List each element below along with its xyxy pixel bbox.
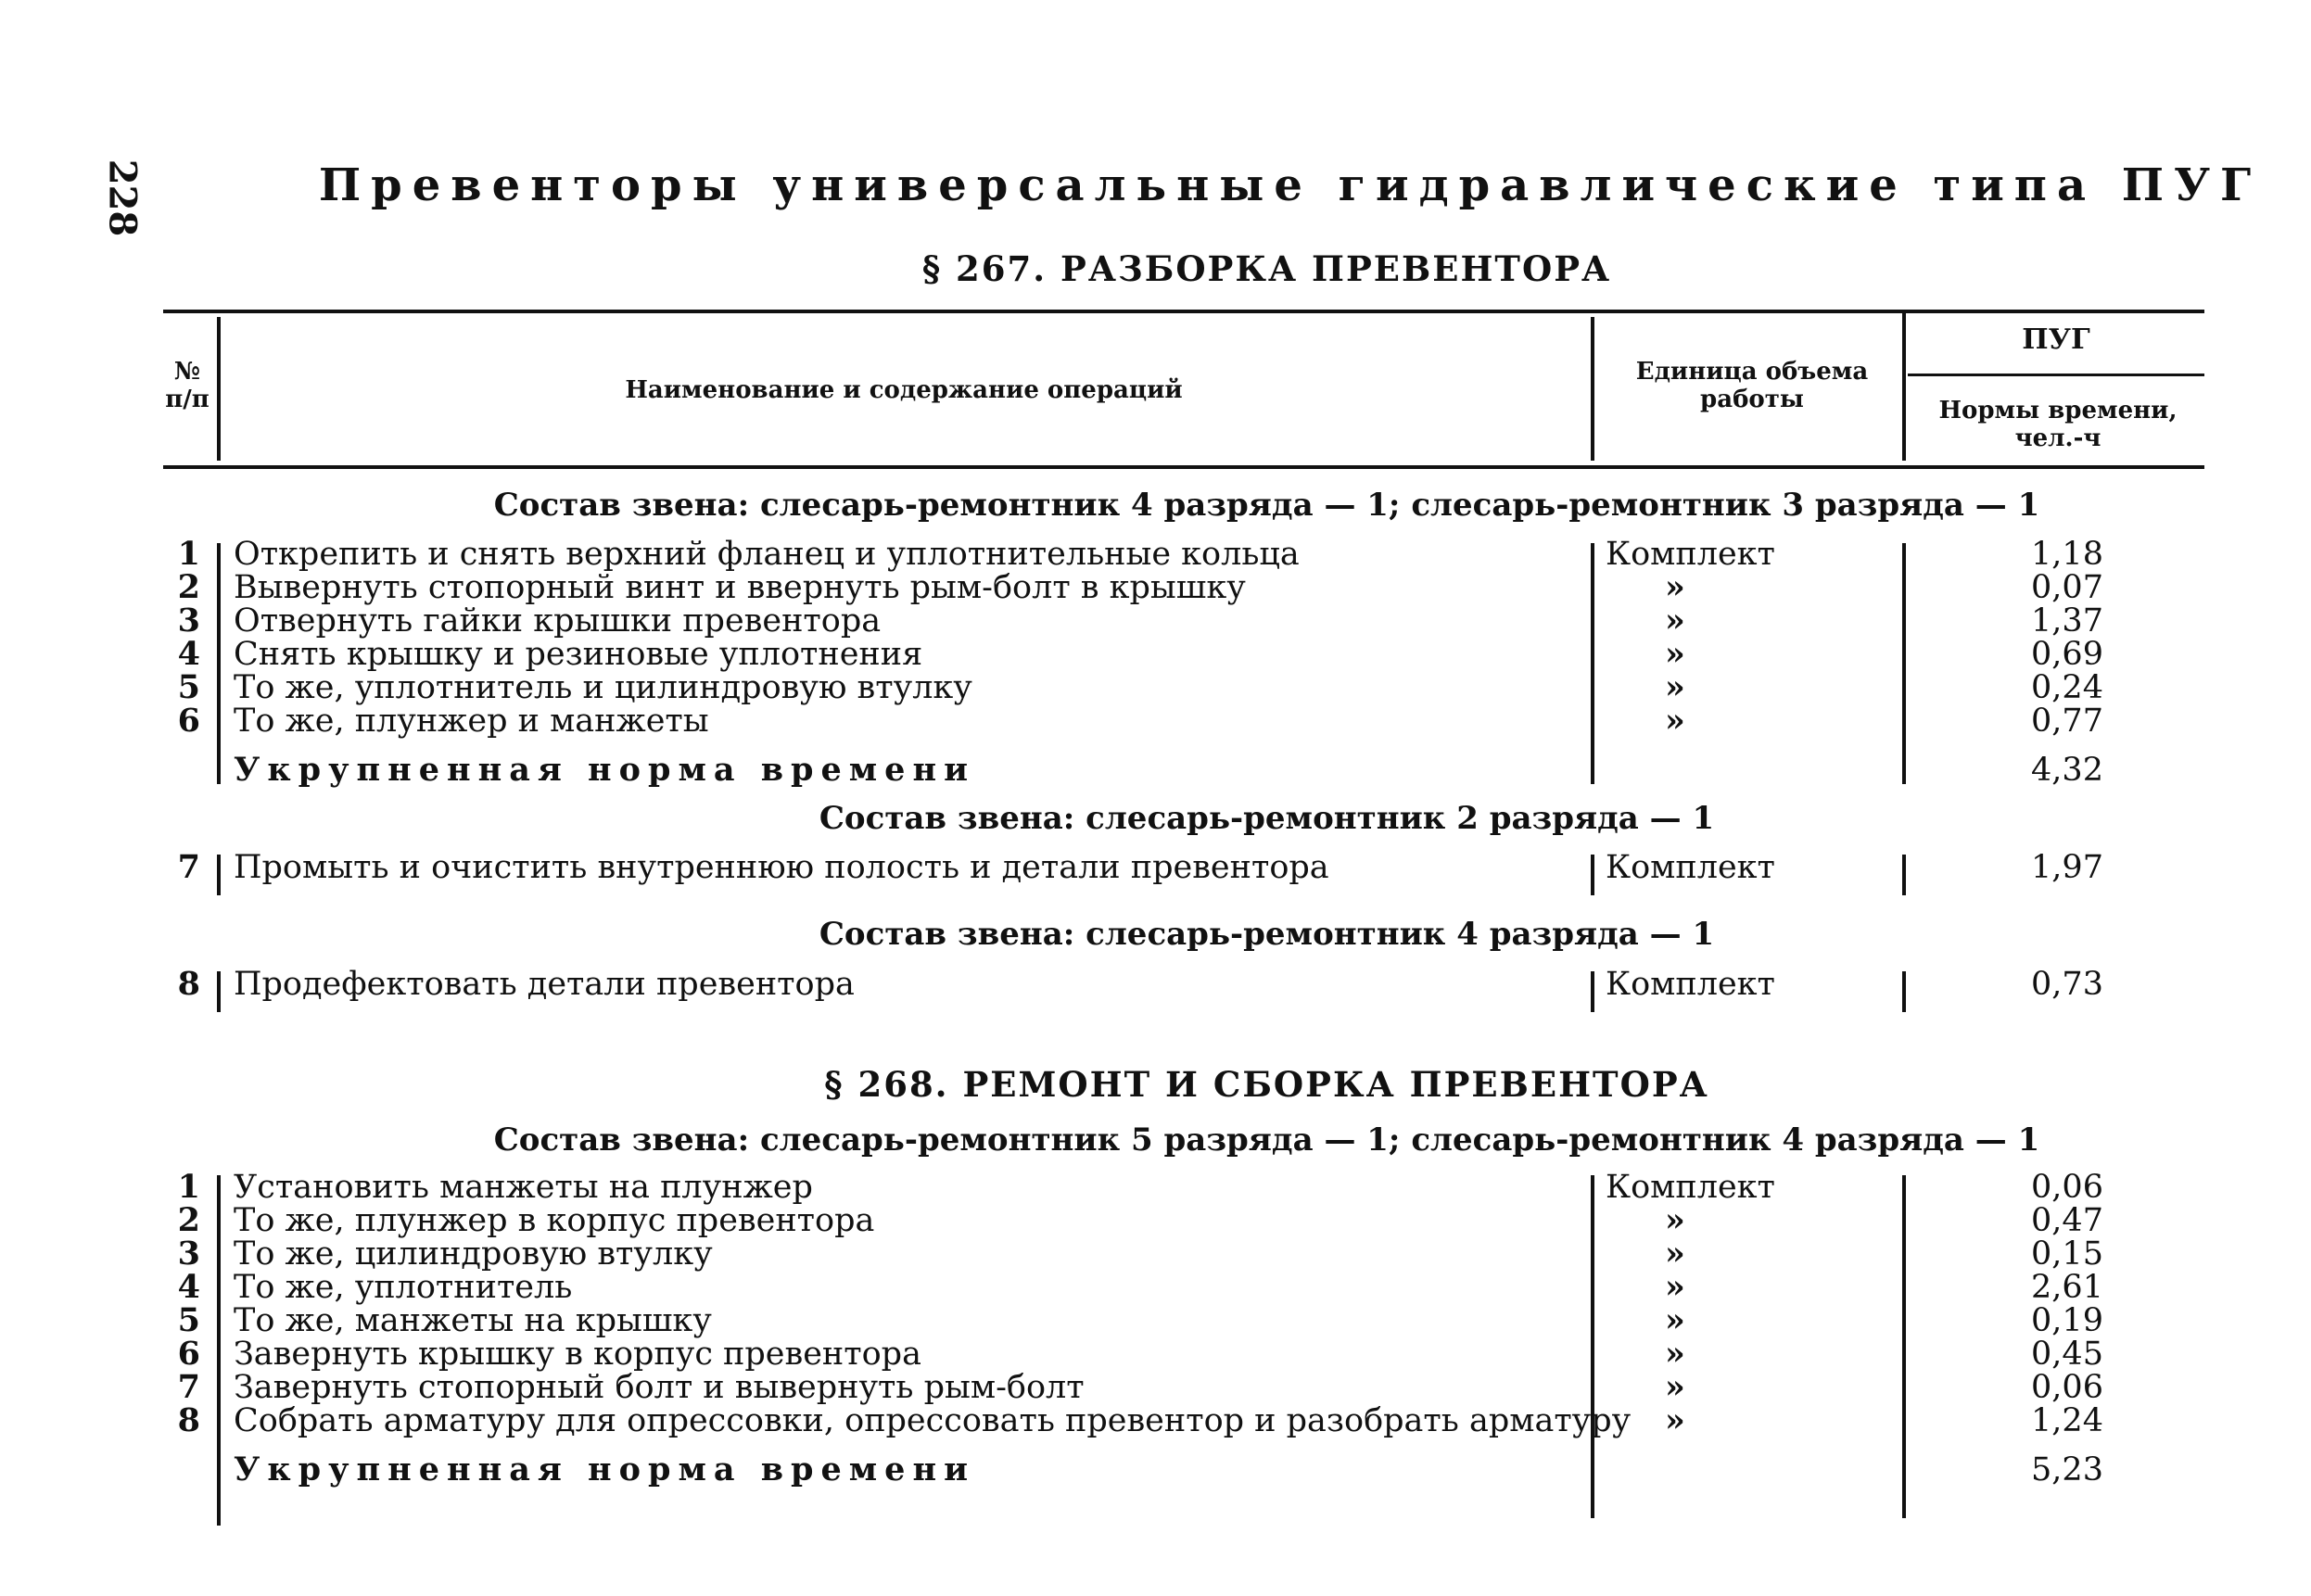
header-divider-2 [1591,317,1594,461]
norm-value: 1,97 [2031,849,2103,886]
column-divider [1902,855,1906,895]
column-divider [217,971,221,1012]
row-number: 1 [177,1168,200,1206]
header-unit: Единица объема работы [1635,358,1869,413]
summary-value: 5,23 [2031,1451,2103,1488]
unit-cell: » [1665,602,1685,640]
summary-label: Укрупненная норма времени [234,751,976,789]
operation-name: То же, манжеты на крышку [234,1302,712,1339]
norm-value: 0,24 [2031,669,2103,706]
unit-cell: » [1665,1335,1685,1373]
unit-cell: Комплект [1606,849,1775,886]
unit-cell: » [1665,1401,1685,1439]
crew-line: Состав звена: слесарь-ремонтник 5 разряда — 1; слесарь-ремонтник 4 разряда — 1 [493,1121,2040,1159]
unit-cell: » [1665,1201,1685,1239]
operation-name: То же, уплотнитель и цилиндровую втулку [234,669,972,706]
header-group: ПУГ [2022,323,2090,356]
operation-name: То же, цилиндровую втулку [234,1235,713,1273]
row-number: 2 [177,568,200,606]
norm-value: 0,69 [2031,636,2103,673]
norm-value: 2,61 [2031,1269,2103,1306]
unit-cell: » [1665,568,1685,606]
summary-value: 4,32 [2031,752,2103,789]
operation-name: Установить манжеты на плунжер [234,1169,813,1206]
unit-cell: » [1665,668,1685,706]
column-divider [1591,543,1594,784]
norm-value: 1,37 [2031,602,2103,640]
unit-cell: Комплект [1606,536,1775,573]
norm-value: 0,07 [2031,569,2103,606]
header-name: Наименование и содержание операций [625,376,1183,404]
row-number: 4 [177,635,200,673]
operation-name: Отвернуть гайки крышки превентора [234,602,882,640]
unit-cell: » [1665,1235,1685,1273]
section-heading-268: § 268. РЕМОНТ И СБОРКА ПРЕВЕНТОРА [824,1064,1709,1105]
column-divider [1902,543,1906,784]
header-num: № п/п [165,358,210,413]
unit-cell: » [1665,635,1685,673]
table-header-bottom-rule [163,465,2204,469]
row-number: 4 [177,1268,200,1306]
summary-label: Укрупненная норма времени [234,1450,976,1488]
operation-name: То же, плунжер в корпус превентора [234,1202,875,1239]
header-divider-3 [1902,310,1906,461]
row-number: 7 [177,1368,200,1406]
operation-name: Вывернуть стопорный винт и ввернуть рым-болт в крышку [234,569,1246,606]
unit-cell: » [1665,1368,1685,1406]
row-number: 3 [177,1235,200,1273]
operation-name: То же, уплотнитель [234,1269,573,1306]
row-number: 6 [177,1335,200,1373]
header-norm: Нормы времени, чел.-ч [1938,397,2178,452]
operation-name: Продефектовать детали превентора [234,966,855,1003]
row-number: 8 [177,965,200,1003]
row-number: 7 [177,848,200,886]
unit-cell: » [1665,1301,1685,1339]
row-number: 8 [177,1401,200,1439]
column-divider [1591,971,1594,1012]
column-divider [1902,971,1906,1012]
norm-value: 0,45 [2031,1336,2103,1373]
column-divider [1902,1175,1906,1518]
page-number: 228 [100,158,145,237]
operation-name: То же, плунжер и манжеты [234,703,709,740]
row-number: 1 [177,535,200,573]
header-divider-1 [217,317,221,461]
unit-cell: Комплект [1606,966,1775,1003]
norm-value: 0,06 [2031,1369,2103,1406]
crew-line: Состав звена: слесарь-ремонтник 4 разряда — 1; слесарь-ремонтник 3 разряда — 1 [493,487,2040,524]
operation-name: Промыть и очистить внутреннюю полость и детали превентора [234,849,1329,886]
row-number: 5 [177,668,200,706]
norm-value: 0,77 [2031,703,2103,740]
row-number: 3 [177,602,200,640]
crew-line: Состав звена: слесарь-ремонтник 4 разряда — 1 [819,916,1715,953]
column-divider [1591,855,1594,895]
crew-line: Состав звена: слесарь-ремонтник 2 разряда — 1 [819,800,1715,837]
row-number: 5 [177,1301,200,1339]
row-number: 6 [177,702,200,740]
operation-name: Снять крышку и резиновые уплотнения [234,636,923,673]
column-divider [217,855,221,895]
group-sub-rule [1908,374,2204,376]
operation-name: Открепить и снять верхний фланец и уплотнительные кольца [234,536,1300,573]
norm-value: 0,47 [2031,1202,2103,1239]
column-divider [1591,1175,1594,1518]
norm-value: 0,19 [2031,1302,2103,1339]
unit-cell: Комплект [1606,1169,1775,1206]
page-title: Превенторы универсальные гидравлические типа ПУГ [318,159,2262,211]
operation-name: Завернуть крышку в корпус превентора [234,1336,921,1373]
norm-value: 1,18 [2031,536,2103,573]
column-divider [217,1175,221,1526]
norm-value: 0,06 [2031,1169,2103,1206]
norm-value: 1,24 [2031,1402,2103,1439]
operation-name: Завернуть стопорный болт и вывернуть рым-болт [234,1369,1085,1406]
table-top-rule [163,310,2204,313]
operation-name: Собрать арматуру для опрессовки, опрессовать превентор и разобрать арматуру [234,1402,1632,1439]
section-heading-267: § 267. РАЗБОРКА ПРЕВЕНТОРА [921,248,1612,289]
norm-value: 0,73 [2031,966,2103,1003]
norm-value: 0,15 [2031,1235,2103,1273]
unit-cell: » [1665,1268,1685,1306]
row-number: 2 [177,1201,200,1239]
unit-cell: » [1665,702,1685,740]
column-divider [217,543,221,784]
